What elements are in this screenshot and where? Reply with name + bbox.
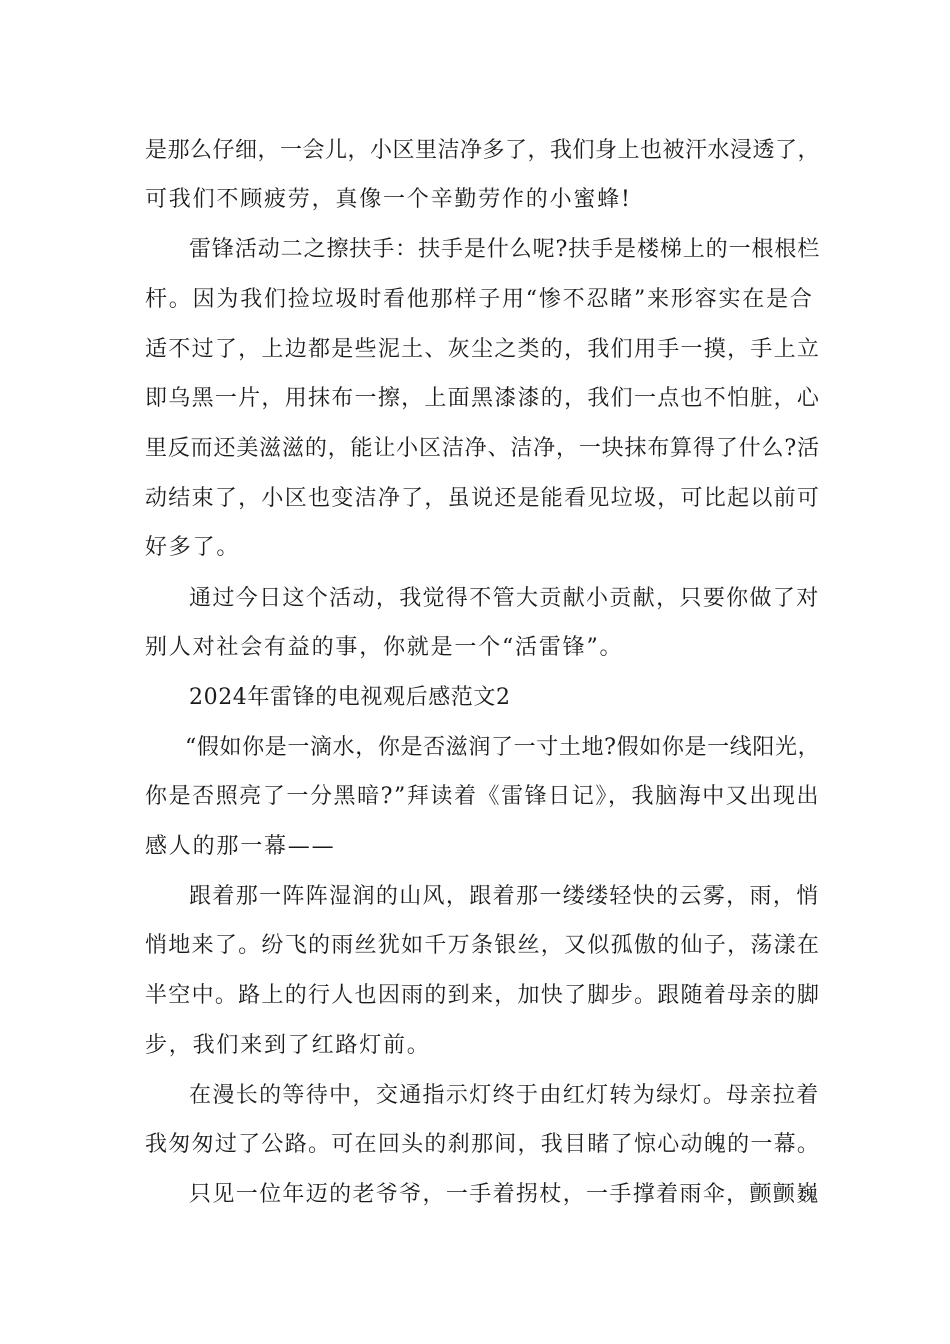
text-line: 动结束了，小区也变洁净了，虽说还是能看见垃圾，可比起以前可: [145, 486, 821, 511]
text-line: 即乌黑一片，用抹布一擦，上面黑漆漆的，我们一点也不怕脏，心: [145, 386, 821, 411]
text-line: 杆。因为我们捡垃圾时看他那样子用“惨不忍睹”来形容实在是合: [145, 287, 814, 312]
text-line: 在漫长的等待中，交通指示灯终于由红灯转为绿灯。母亲拉着: [189, 1083, 820, 1108]
text-line: 里反而还美滋滋的，能让小区洁净、洁净，一块抹布算得了什么?活: [145, 436, 820, 461]
text-line: 只见一位年迈的老爷爷，一手着拐杖，一手撑着雨伞，颤颤巍: [189, 1182, 820, 1207]
text-line: 跟着那一阵阵湿润的山风，跟着那一缕缕轻快的云雾，雨，悄: [189, 884, 820, 909]
text-line: 悄地来了。纷飞的雨丝犹如千万条银丝，又似孤傲的仙子，荡漾在: [145, 933, 821, 958]
text-line: 你是否照亮了一分黑暗?”拜读着《雷锋日记》，我脑海中又出现出: [145, 784, 821, 809]
text-line: 通过今日这个活动，我觉得不管大贡献小贡献，只要你做了对: [189, 586, 820, 611]
text-line: 我匆匆过了公路。可在回头的刹那间，我目睹了惊心动魄的一幕。: [145, 1132, 821, 1157]
text-line: 别人对社会有益的事，你就是一个“活雷锋”。: [145, 635, 624, 660]
text-line: 半空中。路上的行人也因雨的到来，加快了脚步。跟随着母亲的脚: [145, 983, 821, 1008]
text-line: 感人的那一幕——: [145, 834, 336, 859]
text-line: 适不过了，上边都是些泥土、灰尘之类的，我们用手一摸，手上立: [145, 337, 821, 362]
text-line: 步，我们来到了红路灯前。: [145, 1033, 431, 1058]
section-heading: 2024年雷锋的电视观后感范文2: [189, 685, 511, 710]
text-line: 可我们不顾疲劳，真像一个辛勤劳作的小蜜蜂!: [145, 187, 632, 212]
text-line: 是那么仔细，一会儿，小区里洁净多了，我们身上也被汗水浸透了，: [145, 138, 821, 163]
text-line: “假如你是一滴水，你是否滋润了一寸土地?假如你是一线阳光，: [185, 735, 821, 760]
text-line: 雷锋活动二之擦扶手：扶手是什么呢?扶手是楼梯上的一根根栏: [189, 237, 821, 262]
text-line: 好多了。: [145, 535, 241, 560]
